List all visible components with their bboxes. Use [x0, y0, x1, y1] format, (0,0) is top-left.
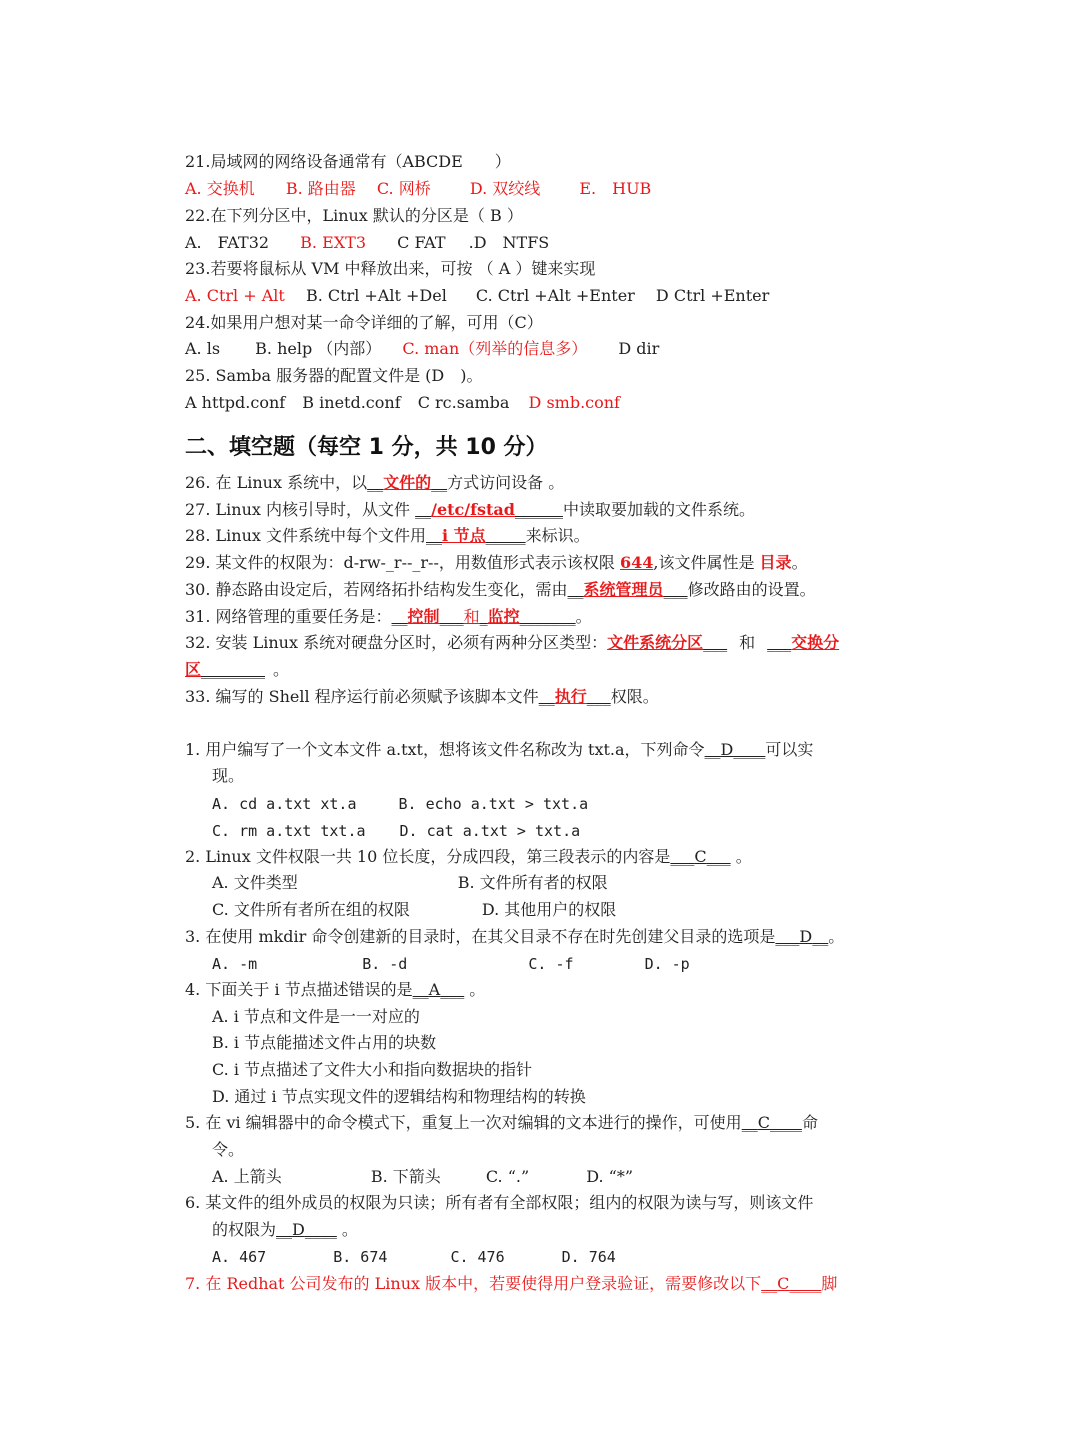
option-a: A. 文件类型: [212, 873, 298, 892]
option-c: C. Ctrl +Alt +Enter: [475, 286, 635, 305]
answer: D: [720, 740, 734, 759]
question-24: [185, 313, 543, 333]
option-a: A. 467: [212, 1248, 267, 1266]
answer: D: [292, 1220, 305, 1239]
fill-answer: 目录: [759, 553, 792, 572]
question-stem: 6. 某文件的组外成员的权限为只读；所有者有全部权限；组内的权限为读与写，则该文件: [185, 1193, 814, 1212]
fill-answer: 系统管理员: [583, 580, 664, 599]
fill-answer: 控制: [407, 607, 440, 626]
option-c: C. 网桥: [376, 179, 431, 198]
fill-text: 27. Linux 内核引导时，从文件: [185, 500, 416, 519]
fill-text: 修改路由的设置。: [687, 580, 816, 599]
question-24-options: [185, 339, 659, 359]
fill-27: 27. Linux 内核引导时，从文件 __/etc/fstad______中读取要加载的文件系统。: [185, 500, 755, 519]
option-d: .D NTFS: [468, 233, 550, 252]
mc-1-options-row2: [212, 821, 580, 841]
option-b: B inetd.conf: [302, 393, 401, 412]
fill-text: ,该文件属性是: [653, 553, 760, 572]
question-stem: 命: [801, 1113, 818, 1132]
mc-3: 3. 在使用 mkdir 命令创建新的目录时，在其父目录不存在时先创建父目录的选项是___D__。: [185, 927, 845, 946]
option-d: D dir: [618, 339, 660, 358]
fill-28: 28. Linux 文件系统中每个文件用__i 节点_____来标识。: [185, 526, 590, 545]
option-a: A. Ctrl + Alt: [185, 286, 285, 305]
option-d: D. 通过 i 节点实现文件的逻辑结构和物理结构的转换: [212, 1087, 586, 1106]
fill-text: 29. 某文件的权限为：d-rw-_r--_r--，用数值形式表示该权限: [185, 553, 620, 572]
fill-text: 33. 编写的 Shell 程序运行前必须赋予该脚本文件: [185, 687, 539, 706]
mc-7: 7. 在 Redhat 公司发布的 Linux 版本中，若要使得用户登录验证，需要修改以下__C____脚: [185, 1274, 838, 1293]
fill-answer: 文件系统分区: [607, 633, 704, 652]
question-stem: 3. 在使用 mkdir 命令创建新的目录时，在其父目录不存在时先创建父目录的选项是: [185, 927, 776, 946]
fill-answer: /etc/fstad: [431, 500, 515, 519]
question-21: [185, 152, 511, 172]
fill-answer: 交换分: [791, 633, 840, 652]
question-stem: 可以实: [765, 740, 814, 759]
question-stem: 的权限为: [212, 1220, 277, 1239]
answer: A: [428, 980, 441, 999]
option-b: B. -d: [362, 955, 408, 973]
fill-29: [185, 553, 808, 573]
mc-6-options: [212, 1247, 616, 1267]
mc-1: 1. 用户编写了一个文本文件 a.txt，想将该文件名称改为 txt.a，下列命令__D____可以实: [185, 740, 814, 759]
fill-text: 32. 安装 Linux 系统对硬盘分区时，必须有两种分区类型：: [185, 633, 608, 652]
fill-text: 中读取要加载的文件系统。: [562, 500, 755, 519]
fill-answer: 644: [619, 553, 654, 572]
option-c: C. i 节点描述了文件大小和指向数据块的指针: [212, 1060, 533, 1079]
option-a: A. FAT32: [185, 233, 270, 252]
mc-1-cont: [212, 766, 244, 786]
option-a: A. i 节点和文件是一一对应的: [212, 1007, 420, 1026]
question-stem: 7. 在 Redhat 公司发布的 Linux 版本中，若要使得用户登录验证，需要修改以下: [185, 1274, 762, 1293]
fill-text: 。: [575, 607, 592, 626]
option-a: A. ls: [185, 339, 221, 358]
fill-32: 32. 安装 Linux 系统对硬盘分区时，必须有两种分区类型：文件系统分区___ 和 ___交换分: [185, 633, 840, 652]
fill-text: 。: [791, 553, 808, 572]
option-b: B. Ctrl +Alt +Del: [305, 286, 447, 305]
mc-6-cont: 的权限为__D____ 。: [212, 1220, 358, 1239]
fill-33: 33. 编写的 Shell 程序运行前必须赋予该脚本文件__执行___权限。: [185, 687, 659, 706]
mc-2-options-row2: [212, 900, 616, 920]
mc-4-option-d: [212, 1087, 586, 1107]
question-stem: 5. 在 vi 编辑器中的命令模式下，重复上一次对编辑的文本进行的操作，可使用: [185, 1113, 742, 1132]
section-heading: 二、填空题（每空 1 分，共 10 分）: [185, 435, 548, 460]
option-c: C. man（列举的信息多）: [402, 339, 588, 358]
fill-answer: i 节点: [442, 526, 486, 545]
mc-5-cont: [212, 1140, 244, 1160]
answer: C: [777, 1274, 790, 1293]
fill-26: 26. 在 Linux 系统中，以__文件的__方式访问设备 。: [185, 473, 565, 492]
fill-30: 30. 静态路由设定后，若网络拓扑结构发生变化，需由__系统管理员___修改路由的设置。: [185, 580, 816, 599]
question-stem: 现。: [212, 766, 245, 785]
question-stem: 。: [336, 1220, 358, 1239]
question-stem: 23.若要将鼠标从 VM 中释放出来，可按 （ A ）键来实现: [185, 259, 596, 278]
option-c: C. rm a.txt txt.a: [212, 822, 366, 840]
option-a: A httpd.conf: [185, 393, 286, 412]
option-d: D smb.conf: [528, 393, 620, 412]
option-c: C rc.samba: [417, 393, 510, 412]
mc-3-options: [212, 954, 690, 974]
question-stem: 脚: [821, 1274, 838, 1293]
mc-4-option-a: [212, 1007, 420, 1027]
option-a: A. cd a.txt xt.a: [212, 795, 357, 813]
fill-32-cont: 区________ 。: [185, 660, 290, 679]
option-b: B. 674: [333, 1248, 388, 1266]
option-b: B. 文件所有者的权限: [457, 873, 608, 892]
question-21-options: [185, 179, 651, 199]
question-stem: 令。: [212, 1140, 245, 1159]
option-b: B. echo a.txt > txt.a: [398, 795, 589, 813]
option-a: A. -m: [212, 955, 258, 973]
option-a: A. 交换机: [185, 179, 255, 198]
mc-6: [185, 1193, 813, 1213]
option-d: D Ctrl +Enter: [655, 286, 770, 305]
question-stem: 2. Linux 文件权限一共 10 位长度，分成四段，第三段表示的内容是: [185, 847, 671, 866]
option-c: C. 476: [450, 1248, 505, 1266]
answer: D: [799, 927, 813, 946]
mc-1-options-row1: [212, 794, 588, 814]
fill-text: 。: [273, 660, 290, 679]
option-e: E. HUB: [579, 179, 652, 198]
mc-5: 5. 在 vi 编辑器中的命令模式下，重复上一次对编辑的文本进行的操作，可使用__C____命: [185, 1113, 818, 1132]
fill-text: 和: [463, 607, 480, 626]
option-b: B. help （内部）: [255, 339, 382, 358]
question-stem: 24.如果用户想对某一命令详细的了解，可用（C）: [185, 313, 543, 332]
fill-text: 28. Linux 文件系统中每个文件用: [185, 526, 426, 545]
fill-text: 方式访问设备 。: [447, 473, 565, 492]
option-d: D. “*”: [586, 1167, 634, 1186]
question-23-options: [185, 286, 769, 306]
fill-text: 30. 静态路由设定后，若网络拓扑结构发生变化，需由: [185, 580, 568, 599]
option-a: A. 上箭头: [212, 1167, 282, 1186]
question-stem: 1. 用户编写了一个文本文件 a.txt，想将该文件名称改为 txt.a，下列命令: [185, 740, 705, 759]
answer: C: [757, 1113, 770, 1132]
fill-text: 31. 网络管理的重要任务是：: [185, 607, 392, 626]
option-d: D. 764: [561, 1248, 616, 1266]
option-c: C. “.”: [485, 1167, 530, 1186]
fill-answer: 执行: [554, 687, 587, 706]
option-b: B. i 节点能描述文件占用的块数: [212, 1033, 437, 1052]
mc-5-options: [212, 1167, 633, 1187]
fill-answer: 文件的: [383, 473, 432, 492]
question-23: [185, 259, 595, 279]
option-c: C. 文件所有者所在组的权限: [212, 900, 410, 919]
question-22-options: [185, 233, 549, 253]
question-25: [185, 366, 482, 386]
fill-31: 31. 网络管理的重要任务是：__控制___和_监控_______。: [185, 607, 592, 626]
option-d: D. cat a.txt > txt.a: [399, 822, 581, 840]
question-stem: 21.局域网的网络设备通常有（ABCDE ）: [185, 152, 511, 171]
question-stem: 。: [828, 927, 845, 946]
fill-answer: 监控: [487, 607, 520, 626]
option-c: C. -f: [528, 955, 574, 973]
question-stem: 4. 下面关于 i 节点描述错误的是: [185, 980, 413, 999]
option-c: C FAT: [397, 233, 446, 252]
option-d: D. 双绞线: [469, 179, 541, 198]
option-b: B. EXT3: [300, 233, 367, 252]
question-stem: 22.在下列分区中，Linux 默认的分区是（ B ）: [185, 206, 523, 225]
question-stem: 25. Samba 服务器的配置文件是 (D )。: [185, 366, 483, 385]
question-22: [185, 206, 523, 226]
mc-4-option-b: [212, 1033, 436, 1053]
option-b: B. 路由器: [285, 179, 356, 198]
fill-text: 和: [739, 633, 756, 652]
fill-text: 26. 在 Linux 系统中，以: [185, 473, 368, 492]
mc-2: 2. Linux 文件权限一共 10 位长度，分成四段，第三段表示的内容是___C___ 。: [185, 847, 752, 866]
fill-text: 来标识。: [525, 526, 590, 545]
fill-text: 权限。: [610, 687, 659, 706]
option-b: B. 下箭头: [370, 1167, 441, 1186]
mc-2-options-row1: [212, 873, 608, 893]
question-stem: 。: [730, 847, 752, 866]
question-stem: 。: [464, 980, 486, 999]
option-d: D. 其他用户的权限: [481, 900, 617, 919]
option-d: D. -p: [644, 955, 690, 973]
answer: C: [694, 847, 707, 866]
fill-answer: 区: [185, 660, 202, 679]
question-25-options: [185, 393, 620, 413]
mc-4: 4. 下面关于 i 节点描述错误的是__A___ 。: [185, 980, 486, 999]
mc-4-option-c: [212, 1060, 532, 1080]
